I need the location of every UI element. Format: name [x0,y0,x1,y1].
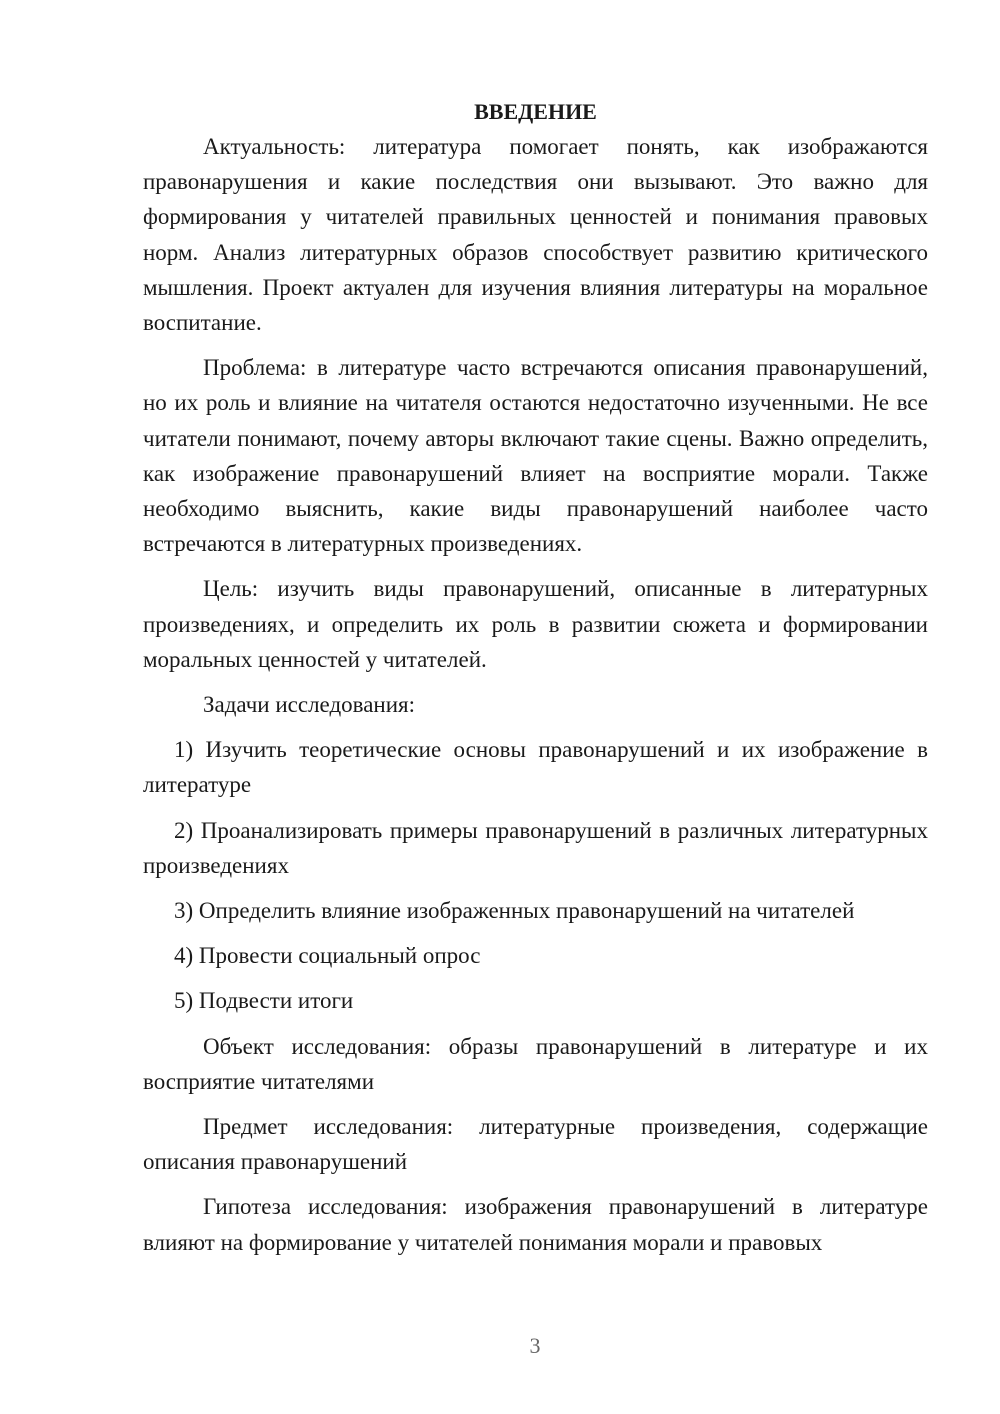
page-title: ВВЕДЕНИЕ [474,99,597,124]
subject-paragraph: Предмет исследования: литературные произведения, содержащие описания правонарушений [143,1114,928,1175]
goal-paragraph: Цель: изучить виды правонарушений, описанные в литературных произведениях, и определить их роль в развитии сюжета и формировании моральных ценностей у читателей. [143,576,928,672]
hypothesis-paragraph: Гипотеза исследования: изображения правонарушений в литературе влияют на формирование у читателей понимания морали и правовых [143,1194,928,1255]
tasks-heading: Задачи исследования: [203,692,416,718]
relevance-paragraph: Актуальность: литература помогает понять, как изображаются правонарушения и какие последствия они вызывают. Это важно для формирования у читателей правильных ценностей и понимания правовых норм. Анализ литературных образов способствует развитию критического мышления. Проект актуален для изучения влияния литературы на моральное воспитание. [143,134,928,336]
problem-paragraph: Проблема: в литературе часто встречаются описания правонарушений, но их роль и влияние на читателя остаются недостаточно изученными. Не все читатели понимают, почему авторы включают такие сцены. Важно определить, как изображение правонарушений влияет на восприятие морали. Также необходимо выяснить, какие виды правонарушений наиболее часто встречаются в литературных произведениях. [143,355,928,557]
page-number: 3 [529,1333,541,1358]
task-item-4: 4) Провести социальный опрос [174,943,481,969]
task-item-5: 5) Подвести итоги [174,988,354,1014]
task-item-3: 3) Определить влияние изображенных правонарушений на читателей [174,898,855,924]
task-item-2: 2) Проанализировать примеры правонарушений в различных литературных произведениях [143,817,928,878]
page-content [143,94,928,1270]
task-item-1: 1) Изучить теоретические основы правонарушений и их изображение в литературе [143,737,928,798]
object-paragraph: Объект исследования: образы правонарушений в литературе и их восприятие читателями [143,1033,928,1094]
